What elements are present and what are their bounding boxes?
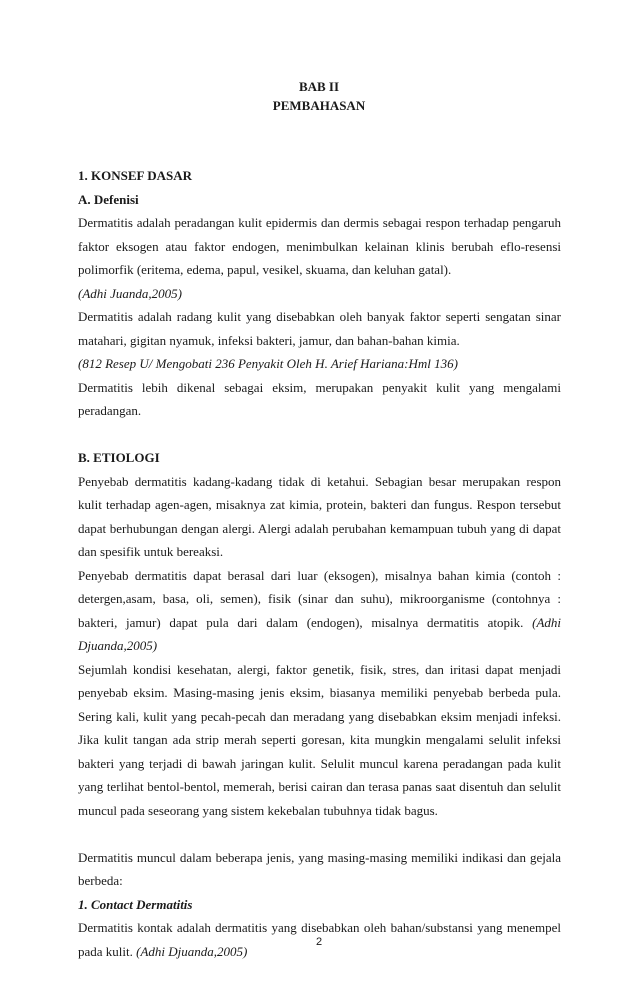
document-body <box>78 164 561 963</box>
definition-reference-2: (812 Resep U/ Mengobati 236 Penyakit Oleh H. Arief Hariana:Hml 136) <box>78 356 458 371</box>
chapter-title: BAB II <box>298 79 340 94</box>
section-heading-konsep: 1. KONSEF DASAR <box>78 168 193 183</box>
types-intro-paragraph: Dermatitis muncul dalam beberapa jenis, yang masing-masing memiliki indikasi dan gejala berbeda: <box>78 849 561 888</box>
etiology-paragraph-1: Penyebab dermatitis kadang-kadang tidak di ketahui. Sebagian besar merupakan respon kulit terhadap agen-agen, misaknya zat kimia, protein, bakteri dan fungus. Respon tersebut dapat berhubungan dengan alergi. Alergi adalah perubahan kemampuan tubuh yang di dapat dan spesifik untuk bereaksi. <box>78 473 561 559</box>
definition-paragraph-2: Dermatitis adalah radang kulit yang disebabkan oleh banyak faktor seperti sengatan sinar matahari, gigitan nyamuk, infeksi bakteri, jamur, dan bahan-bahan kimia. <box>78 309 561 348</box>
page-number: 2 <box>315 936 323 948</box>
definition-paragraph-3: Dermatitis lebih dikenal sebagai eksim, merupakan penyakit kulit yang mengalami peradangan. <box>78 379 561 418</box>
chapter-subtitle: PEMBAHASAN <box>272 98 366 113</box>
contact-dermatitis-heading: 1. Contact Dermatitis <box>78 896 193 912</box>
subsection-heading-etiologi: B. ETIOLOGI <box>78 450 160 465</box>
contact-dermatitis-reference: (Adhi Djuanda,2005) <box>136 943 248 959</box>
etiology-paragraph-3: Sejumlah kondisi kesehatan, alergi, faktor genetik, fisik, stres, dan iritasi dapat menjadi penyebab eksim. Masing-masing jenis eksim, biasanya memiliki penyebab berbeda pula. Sering kali, kulit yang pecah-pecah dan meradang yang disebabkan eksim menjadi infeksi. Jika kulit tangan ada strip merah seperti goresan, kita mungkin mengalami selulit infeksi bakteri yang terjadi di bawah jaringan kulit. Selulit muncul karena peradangan pada kulit yang terlihat bentol-bentol, memerah, berisi cairan dan terasa panas saat disentuh dan selulit muncul pada seseorang yang sistem kekebalan tubuhnya tidak bagus. <box>78 661 561 818</box>
subsection-heading-defenisi: A. Defenisi <box>78 191 139 207</box>
etiology-reference: (Adhi Djuanda,2005) <box>78 614 561 653</box>
contact-dermatitis-text: Dermatitis kontak adalah dermatitis yang disebabkan oleh bahan/substansi yang menempel pada kulit. <box>78 920 561 959</box>
definition-paragraph-1: Dermatitis adalah peradangan kulit epidermis dan dermis sebagai respon terhadap pengaruh faktor eksogen atau faktor endogen, menimbulkan kelainan klinis berubah eflo-resensi polimorfik (eritema, edema, papul, vesikel, skuama, dan keluhan gatal). <box>78 215 561 277</box>
paragraph-gap <box>78 822 561 846</box>
definition-reference-1: (Adhi Juanda,2005) <box>78 285 182 301</box>
etiology-paragraph-2 <box>78 564 561 658</box>
paragraph-gap <box>78 423 561 447</box>
etiology-paragraph-2-text: Penyebab dermatitis dapat berasal dari luar (eksogen), misalnya bahan kimia (contoh : detergen,asam, basa, oli, semen), fisik (sinar dan suhu), mikroorganisme (contohnya : bakteri, jamur) dapat pula dari dalam (endogen), misalnya dermatitis atopik. <box>78 567 561 630</box>
